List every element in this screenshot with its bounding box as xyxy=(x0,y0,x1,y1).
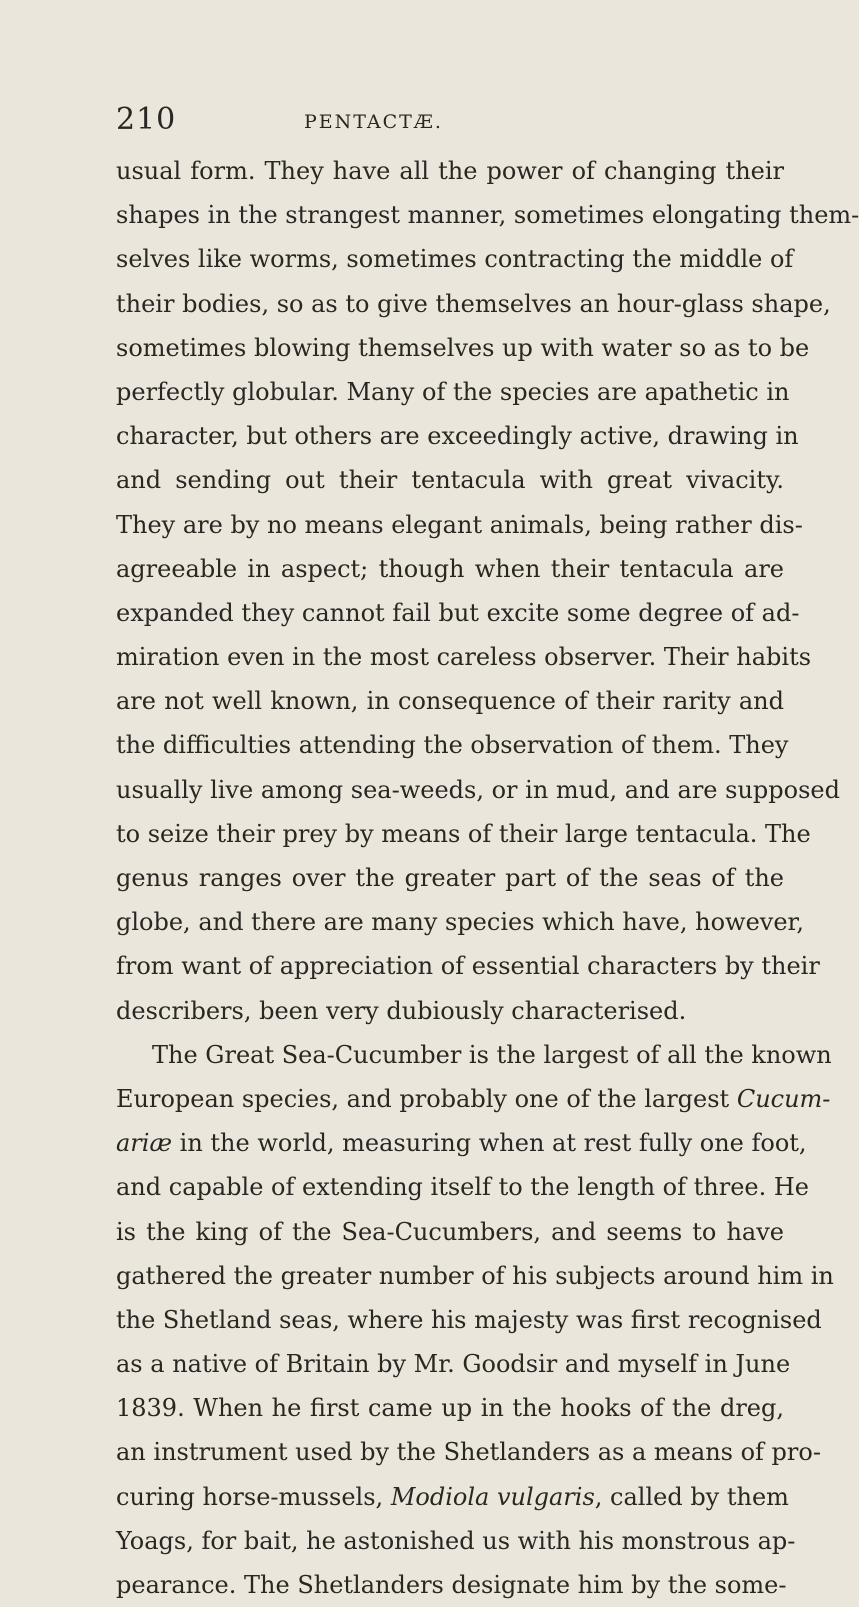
text-line: usual form. They have all the power of changing their xyxy=(116,157,784,185)
italic-term: Cucum- xyxy=(736,1084,831,1113)
text-line: expanded they cannot fail but excite some degree of ad- xyxy=(116,598,800,627)
text-line: miration even in the most careless observer. Their habits xyxy=(116,643,812,672)
text-line xyxy=(116,1121,807,1165)
text-line xyxy=(116,1475,789,1519)
text-line: and capable of extending itself to the length of three. He xyxy=(116,1173,809,1202)
text-fragment: curing horse-mussels, xyxy=(116,1482,391,1511)
text-line: to seize their prey by means of their large tentacula. The xyxy=(116,819,811,848)
text-line: agreeable in aspect; though when their tentacula are xyxy=(116,554,784,583)
text-line: sometimes blowing themselves up with water so as to be xyxy=(116,333,810,362)
text-line: They are by no means elegant animals, being rather dis- xyxy=(116,510,803,539)
text-line: describers, been very dubiously characterised. xyxy=(116,996,687,1025)
text-line: Yoags, for bait, he astonished us with his monstrous ap- xyxy=(116,1526,796,1555)
italic-term: Modiola vulgaris xyxy=(390,1482,595,1511)
text-line: perfectly globular. Many of the species are apathetic in xyxy=(116,377,790,406)
text-line: their bodies, so as to give themselves an hour-glass shape, xyxy=(116,289,831,318)
text-line: pearance. The Shetlanders designate him by the some- xyxy=(116,1571,787,1599)
text-line: character, but others are exceedingly active, drawing in xyxy=(116,422,799,451)
text-line: are not well known, in consequence of their rarity and xyxy=(116,687,784,716)
text-line: The Great Sea-Cucumber is the largest of all the known xyxy=(152,1040,832,1069)
text-line: selves like worms, sometimes contracting the middle of xyxy=(116,245,794,274)
text-fragment: , called by them xyxy=(594,1482,789,1511)
body-text xyxy=(116,149,859,1607)
page-header xyxy=(116,100,786,140)
text-line: genus ranges over the greater part of the seas of the xyxy=(116,864,784,892)
text-line: gathered the greater number of his subjects around him in xyxy=(116,1261,834,1290)
text-line: as a native of Britain by Mr. Goodsir and myself in June xyxy=(116,1350,791,1379)
page-number: 210 xyxy=(116,102,177,137)
running-head: PENTACTÆ. xyxy=(304,111,443,133)
text-line: usually live among sea-weeds, or in mud, and are supposed xyxy=(116,775,840,804)
text-fragment: in the world, measuring when at rest fully one foot, xyxy=(172,1129,807,1158)
italic-term: ariæ xyxy=(116,1129,173,1158)
text-line: the Shetland seas, where his majesty was first recognised xyxy=(116,1305,822,1334)
text-fragment: European species, and probably one of the largest xyxy=(116,1084,737,1113)
text-line: and sending out their tentacula with great vivacity. xyxy=(116,466,784,495)
text-line: 1839. When he first came up in the hooks of the dreg, xyxy=(116,1394,784,1423)
text-line: the difficulties attending the observation of them. They xyxy=(116,731,789,760)
text-line: an instrument used by the Shetlanders as a means of pro- xyxy=(116,1438,821,1467)
text-line: is the king of the Sea-Cucumbers, and seems to have xyxy=(116,1217,784,1246)
text-line xyxy=(116,1077,831,1121)
text-line: globe, and there are many species which have, however, xyxy=(116,908,805,937)
text-line: from want of appreciation of essential characters by their xyxy=(116,952,820,981)
text-line: shapes in the strangest manner, sometimes elongating them- xyxy=(116,201,859,230)
